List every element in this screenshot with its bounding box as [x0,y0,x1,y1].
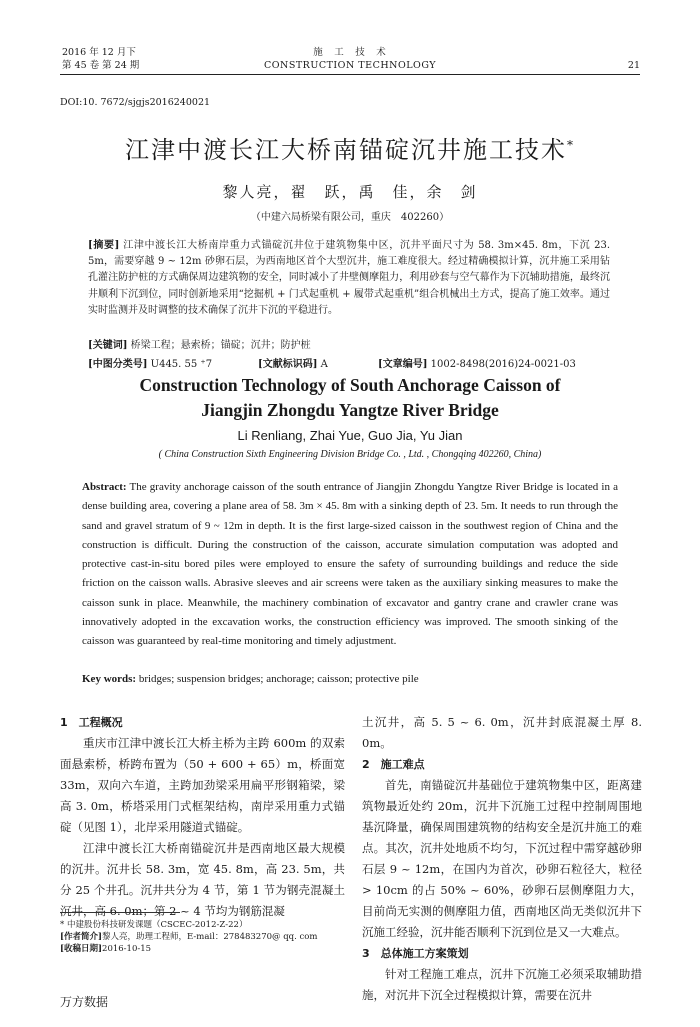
page-number: 21 [627,60,640,71]
title-en-line1: Construction Technology of South Anchorage Caisson of [139,375,561,395]
section-1-paragraph-2-continued: 土沉井，高 5. 5 ~ 6. 0m，沉井封底混凝土厚 8. 0m。 [362,715,642,750]
header-journal-en: CONSTRUCTION TECHNOLOGY [263,60,437,71]
section-1-paragraph-2: 江津中渡长江大桥南锚碇沉井是西南地区最大规模的沉井。沉井长 58. 3m，宽 45. 8m，高 23. 5m，共分 25 个井孔。沉井共分为 4 节，第 1 节为钢壳混凝土沉井，高 6. 0m；第 2 ~ 4 节均为钢筋混凝 [60,841,345,918]
keywords-cn-label: [关键词] [88,340,128,351]
section-3-paragraph-1: 针对工程施工难点，沉井下沉施工必须采取辅助措施，对沉井下沉全过程模拟计算，需要在沉井 [362,967,642,1002]
header-journal-cn: 施 工 技 术 [313,47,387,58]
section-1-heading: 1 工程概况 [60,716,123,729]
section-2-heading: 2 施工难点 [362,758,425,771]
keywords-en [82,673,618,685]
abstract-cn-text: 江津中渡长江大桥南岸重力式锚碇沉井位于建筑物集中区，沉井平面尺寸为 58. 3m×45. 8m，下沉 23. 5m，需要穿越 9 ~ 12m 砂卵石层，为西南地区首个大型沉井，施工难度很大。经过精确模拟计算，沉井施工采用钻孔灌注防护桩的方式确保周边建筑物的安全，同时减小了井壁侧摩阻力，利用砂套与空气幕作为下沉辅助措施，最终沉井顺利下沉到位，同时创新地采用“挖掘机 + 门式起重机 + 履带式起重机”组合机械出土方式，提高了施工效率。通过实时监测并及时调整的技术确保了沉井下沉的平稳进行。 [88,240,610,316]
article-value: 1002-8498(2016)24-0021-03 [430,359,576,370]
footnote-rule [60,912,180,913]
title-cn [60,130,640,165]
header-rule [60,74,640,75]
article-label: [文章编号] [378,359,428,370]
clc-code [88,355,212,370]
header-issue [62,46,139,72]
abstract-en [82,478,618,652]
footnote-fund: * 中建股份科技研发课题（CSCEC-2012-Z-22） [60,920,248,930]
keywords-en-text: bridges; suspension bridges; anchorage; caisson; protective pile [138,673,419,685]
footnotes [60,919,350,955]
abstract-en-label: Abstract: [82,481,127,493]
section-3-heading: 3 总体施工方案策划 [362,947,469,960]
header-date: 2016 年 12 月下 [62,47,136,58]
keywords-en-label: Key words: [82,673,137,685]
abstract-en-text: The gravity anchorage caisson of the south entrance of Jiangjin Zhongdu Yangtze River Bridge is located in a dense building area, covering a plane area of 58. 3m × 45. 8m with a sinking depth of 23. 5m. It needs to run through the sand and gravel stratum of 9 ~ 12m in depth. It is the first large-sized caisson in the southwest region of China and the construction is difficult. During the construction of the caisson, accurate simulation computation was adopted and protective cast-in-situ bored piles were employed to ensure the safety of surrounding buildings and reduce the side friction on the caisson walls. Abrasive sleeves and air screens were taken as the auxiliary sinking measures to make the caisson sunk in place. Meanwhile, the machinery combination of excavator and gantry crane and crawler crane was innovatively adopted in the excavation works, the construction efficiency was improved. The smooth sinking of the caisson was guaranteed by real-time monitoring and timely adjustment. [82,481,618,648]
footnote-received-text: 2016-10-15 [102,944,152,954]
affiliation-en: ( China Construction Sixth Engineering Division Bridge Co. , Ltd. , Chongqing 402260, China) [158,449,542,460]
footnote-author [60,931,350,943]
footnote-author-label: [作者简介] [60,932,103,942]
title-cn-text: 江津中渡长江大桥南锚碇沉井施工技术 [125,136,567,164]
keywords-cn-text: 桥梁工程；悬索桥；锚碇；沉井；防护桩 [130,340,311,351]
doi: DOI:10. 7672/sjgjs2016240021 [60,97,211,108]
section-1-paragraph-1: 重庆市江津中渡长江大桥主桥为主跨 600m 的双索面悬索桥，桥跨布置为（50 + 600 + 65）m，桥面宽 33m，双向六车道，主跨加劲梁采用扁平形钢箱梁，梁高 3. 0m，桥塔采用门式框架结构，南岸采用重力式锚碇（见图 1），北岸采用隧道式锚碇。 [60,736,345,834]
doc-value: A [320,359,328,370]
footer-watermark: 万方数据 [60,995,109,1009]
abstract-cn [88,238,610,319]
doc-label: [文献标识码] [258,359,318,370]
clc-value: U445. 55 ⁺7 [150,359,213,370]
doc-code [258,355,328,370]
header-journal [260,46,440,72]
body-column-right [362,712,642,1006]
clc-label: [中图分类号] [88,359,148,370]
title-footnote-mark: * [567,138,575,152]
affiliation-cn: （中建六局桥梁有限公司，重庆 402260） [250,212,450,223]
title-en [60,373,640,423]
authors-cn: 黎人亮，翟 跃，禹 佳，余 剑 [222,183,478,201]
keywords-cn [88,336,610,351]
section-2-paragraph-1: 首先，南锚碇沉井基础位于建筑物集中区，距离建筑物最近处约 20m，沉井下沉施工过程中控制周围地基沉降量，确保周围建筑物的结构安全是沉井施工的难点。其次，沉井处地质不均匀，下沉过程中需穿越砂卵石层 9 ~ 12m，在国内为首次，砂卵石粒径大，粒径 > 10cm 的占 50% ~ 60%，砂卵石层侧摩阻力大，目前尚无实测的侧摩阻力值，西南地区尚无类似沉井下沉施工经验，沉井能否顺利下沉到位是又一大难点。 [362,778,642,939]
footnote-received-label: [收稿日期] [60,944,103,954]
header-volume: 第 45 卷 第 24 期 [62,60,140,71]
footnote-author-text: 黎人亮，助理工程师，E-mail：278483270@ qq. com [102,932,318,942]
abstract-cn-label: [摘要] [88,240,120,251]
title-en-line2: Jiangjin Zhongdu Yangtze River Bridge [201,400,499,420]
authors-en: Li Renliang, Zhai Yue, Guo Jia, Yu Jian [237,428,463,443]
footnote-received [60,943,350,955]
body-column-left [60,712,345,922]
article-code [378,355,576,370]
